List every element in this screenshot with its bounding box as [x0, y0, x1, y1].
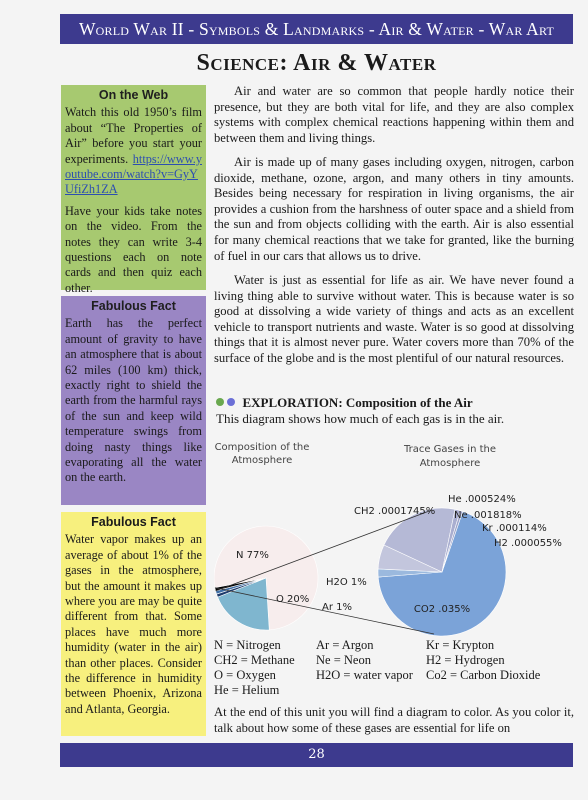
atmosphere-pie [214, 526, 318, 630]
paragraph-3: Water is just as essential for life as air. We have never found a living thing able to survive without water. This is because water is so good at dissolving a wide variety of things and acts as an excellent vehicle to transport nutrients and waste. Water is so good at dissolving things that it is almost never pure. Water covers more than 70% of the surface of the globe and is the most plentiful of our natural resources. [214, 273, 574, 365]
exploration-heading: EXPLORATION: Composition of the Air [242, 395, 473, 410]
legend-entry [316, 683, 426, 698]
on-the-web-heading: On the Web [98, 88, 169, 102]
label-ch2: CH2 .0001745% [354, 506, 436, 517]
fabulous-fact-humidity-text: Water vapor makes up an average of about 1% of the gases in the atmosphere, but the amount it makes up where you are may be quite different from that. Some places have much more humidity (water in the air) than other places. Consider the difference in humidity between Phoenix, Arizona and Atlanta, Georgia. [65, 532, 202, 716]
legend-entry: N = Nitrogen [214, 638, 281, 652]
fabulous-fact-gravity-text: Earth has the perfect amount of gravity to have an atmosphere that is about 62 miles (100 km) thick, exactly right to shield the earth from the harmful rays of the sun and keep wild temperature swings from doing nasty things like evaporating all the water on the earth. [65, 316, 202, 485]
page-title: Science: Air & Water [196, 50, 437, 76]
legend-row [214, 683, 574, 698]
legend-entry: Ar = Argon [316, 638, 374, 652]
fabulous-fact-humidity-box [61, 512, 206, 736]
fabulous-fact-heading: Fabulous Fact [91, 515, 176, 529]
legend-entry: Ne = Neon [316, 653, 371, 667]
legend-entry [426, 683, 574, 698]
green-dot-icon [216, 398, 224, 406]
label-water-vapor: H2O 1% [326, 577, 367, 588]
water-paragraph [214, 273, 574, 367]
chart2-title-line2: Atmosphere [419, 458, 481, 469]
legend-entry: Kr = Krypton [426, 638, 495, 652]
label-ne: Ne .001818% [454, 510, 522, 521]
label-co2: CO2 .035% [413, 604, 471, 615]
exploration-section [216, 395, 576, 427]
air-composition-chart [214, 430, 574, 640]
legend-entry: H2 = Hydrogen [426, 653, 505, 667]
chart1-title-line1: Composition of the [214, 442, 310, 453]
legend-row [214, 668, 574, 683]
legend-entry: CH2 = Methane [214, 653, 295, 667]
page-number: 28 [308, 747, 325, 762]
label-argon: Ar 1% [322, 602, 352, 613]
gas-legend [214, 638, 574, 698]
exploration-title [216, 395, 576, 411]
label-nitrogen: N 77% [236, 550, 269, 561]
legend-row [214, 638, 574, 653]
air-paragraph [214, 155, 574, 264]
blue-dot-icon [227, 398, 235, 406]
on-the-web-box [61, 85, 206, 295]
legend-row [214, 653, 574, 668]
label-h2: H2 .000055% [494, 538, 562, 549]
header-banner: World War II - Symbols & Landmarks - Air & Water - War Art [60, 14, 573, 44]
paragraph-2: Air is made up of many gases including oxygen, nitrogen, carbon dioxide, methane, ozone, argon, and many others in tiny amounts. Besides being necessary for respiration in living organisms, the air provides a cushion from the harshness of outer space and a shield from the sun and from objects colliding with the earth. Air is also essential for many chemical reactions that we take for granted, like the burning of fuel in our cars that allows us to drive. [214, 155, 574, 263]
legend-entry: Co2 = Carbon Dioxide [426, 668, 541, 682]
fabulous-fact-gravity-box [61, 296, 206, 505]
label-oxygen: O 20% [276, 594, 310, 605]
chart1-title-line2: Atmosphere [231, 455, 293, 466]
closing-paragraph: At the end of this unit you will find a diagram to color. As you color it, talk about how some of these gases are essential for life on [214, 705, 574, 735]
on-the-web-text [65, 105, 202, 197]
legend-entry: He = Helium [214, 683, 280, 697]
intro-paragraph [214, 84, 574, 146]
label-he: He .000524% [448, 494, 516, 505]
youtube-link[interactable]: https://www.youtube.com/watch?v=GyYUfiZh1ZA [65, 151, 202, 197]
paragraph-1: Air and water are so common that people hardly notice their presence, but they are both vital for life, and they are also complex systems with complex chemical reactions happening within them and between them and living things. [214, 84, 574, 145]
label-kr: Kr .000114% [482, 523, 547, 534]
on-the-web-instructions: Have your kids take notes on the video. From the notes they can write 3-4 questions each on note cards and then quiz each other. [65, 203, 202, 295]
legend-entry: H2O = water vapor [316, 668, 413, 682]
legend-entry: O = Oxygen [214, 668, 276, 682]
exploration-subtitle: This diagram shows how much of each gas is in the air. [216, 411, 505, 426]
fabulous-fact-heading: Fabulous Fact [91, 299, 176, 313]
chart2-title-line1: Trace Gases in the [403, 444, 497, 455]
on-the-web-intro: Watch this old 1950’s film about “The Properties of Air” before you start your experiments. [65, 105, 202, 166]
page-number-bar [60, 743, 573, 767]
